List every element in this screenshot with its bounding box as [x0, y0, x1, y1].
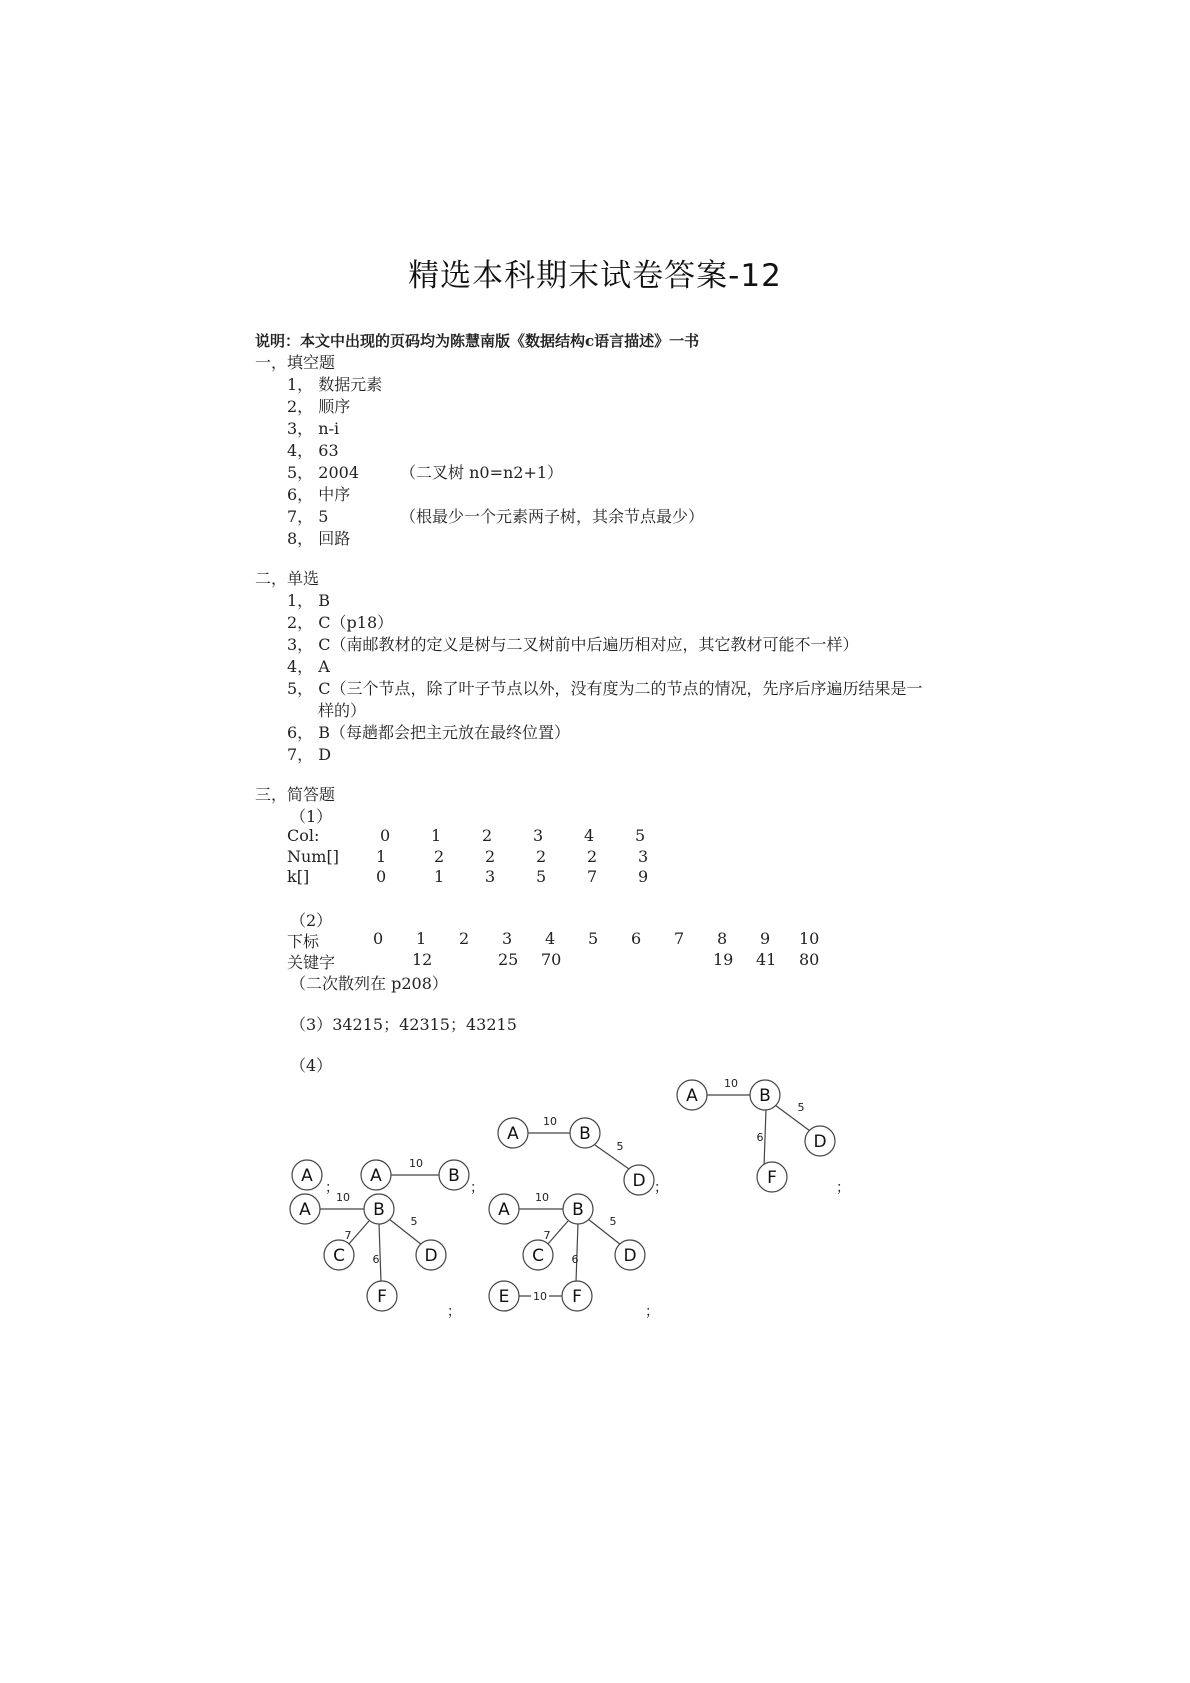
item-answer: 中序: [318, 485, 351, 504]
table-cell: 2: [587, 847, 598, 866]
graph-edges: [320, 1095, 810, 1296]
node-label: D: [813, 1132, 827, 1152]
node-label: A: [301, 1166, 313, 1186]
edge-weight: 5: [616, 1140, 624, 1153]
node-label: A: [686, 1086, 698, 1106]
item-answer: B（每趟都会把主元放在最终位置）: [318, 723, 571, 742]
item-answer: B: [318, 591, 331, 610]
node-label: A: [370, 1166, 382, 1186]
node-label: B: [572, 1200, 584, 1220]
row-header: k[]: [287, 867, 310, 886]
node-label: F: [572, 1287, 582, 1307]
section1-heading: 一，填空题: [255, 353, 336, 372]
edge-weight: 7: [543, 1229, 551, 1242]
node-label: F: [767, 1168, 777, 1188]
source-note: 说明：本文中出现的页码均为陈慧南版《数据结构c语言描述》一书: [255, 332, 700, 350]
item-number: 4，: [287, 441, 314, 460]
question-label: （3）: [290, 1015, 333, 1034]
item-number: 3，: [287, 419, 314, 438]
item-answer: 63: [318, 441, 339, 460]
table-cell: 41: [756, 950, 777, 969]
item-number: 5，: [287, 679, 314, 698]
item-number: 3，: [287, 635, 314, 654]
table-cell: 9: [638, 867, 649, 886]
node-label: B: [759, 1086, 771, 1106]
node-label: D: [424, 1246, 438, 1266]
section3-heading: 三，简答题: [255, 785, 336, 804]
item-answer: C（p18）: [318, 613, 394, 632]
table-cell: 19: [713, 950, 734, 969]
node-label: E: [498, 1287, 510, 1307]
table-cell: 8: [717, 929, 728, 948]
q3-text: 34215；42315；43215: [332, 1015, 517, 1034]
node-label: A: [498, 1200, 510, 1220]
edge-weights: [336, 1077, 805, 1266]
item-comment: （根最少一个元素两子树，其余节点最少）: [400, 507, 705, 526]
row-header: 关键字: [287, 953, 336, 972]
table-cell: 5: [635, 826, 646, 845]
table-cell: 70: [541, 950, 562, 969]
item-answer: 2004: [318, 463, 359, 482]
separator: ；: [654, 1180, 668, 1196]
table-cell: 4: [584, 826, 595, 845]
table-cell: 5: [536, 867, 547, 886]
separator: ；: [645, 1304, 659, 1320]
separator: ；: [836, 1180, 850, 1196]
table-cell: 3: [485, 867, 496, 886]
table-cell: 1: [434, 867, 445, 886]
edge-weight: 6: [571, 1253, 579, 1266]
item-number: 6，: [287, 723, 314, 742]
edge-weight: 10: [543, 1115, 557, 1128]
table-cell: 10: [799, 929, 820, 948]
item-number: 2，: [287, 397, 314, 416]
edge-weight: 10: [533, 1290, 547, 1303]
table-cell: 2: [536, 847, 547, 866]
edge-weight: 10: [336, 1191, 350, 1204]
table-cell: 7: [587, 867, 598, 886]
item-continuation: 样的）: [318, 701, 367, 720]
edge-b-f: [764, 1109, 766, 1167]
table-cell: 5: [588, 929, 599, 948]
table-cell: 2: [485, 847, 496, 866]
node-label: D: [623, 1246, 637, 1266]
item-number: 8，: [287, 529, 314, 548]
table-cell: 1: [376, 847, 387, 866]
item-number: 2，: [287, 613, 314, 632]
table-cell: 3: [638, 847, 649, 866]
node-label: B: [373, 1200, 385, 1220]
edge-b-d: [595, 1145, 629, 1169]
table-cell: 9: [760, 929, 771, 948]
row-header: Col:: [287, 826, 320, 845]
table-cell: 4: [545, 929, 556, 948]
item-answer: 回路: [318, 529, 351, 548]
table-cell: 2: [434, 847, 445, 866]
edge-weight: 5: [410, 1215, 418, 1228]
item-answer: 5: [318, 507, 329, 526]
separator: ；: [470, 1180, 484, 1196]
table-cell: 3: [533, 826, 544, 845]
separator: ；: [325, 1180, 339, 1196]
table-cell: 1: [431, 826, 442, 845]
item-number: 7，: [287, 507, 314, 526]
question-label: （1）: [290, 807, 333, 826]
separator: ；: [447, 1304, 461, 1320]
edge-weight: 5: [797, 1101, 805, 1114]
row-header: Num[]: [287, 847, 339, 866]
item-comment: （二叉树 n0=n2+1）: [400, 463, 564, 482]
edge-weight: 10: [409, 1157, 423, 1170]
item-answer: 顺序: [318, 397, 351, 416]
node-label: B: [448, 1166, 460, 1186]
node-label: F: [377, 1287, 387, 1307]
node-label: C: [532, 1246, 544, 1266]
item-number: 4，: [287, 657, 314, 676]
node-label: A: [507, 1124, 519, 1144]
item-answer: C（三个节点，除了叶子节点以外，没有度为二的节点的情况，先序后序遍历结果是一: [318, 679, 923, 698]
node-label: B: [579, 1124, 591, 1144]
item-number: 1，: [287, 375, 314, 394]
edge-weight: 7: [344, 1229, 352, 1242]
table-cell: 0: [380, 826, 391, 845]
edge-weight: 6: [756, 1131, 764, 1144]
edge-b-d: [775, 1105, 810, 1131]
page-title: 精选本科期末试卷答案-12: [408, 258, 782, 294]
table-cell: 6: [631, 929, 642, 948]
node-label: C: [333, 1246, 345, 1266]
q2-note: （二次散列在 p208）: [290, 974, 448, 993]
edge-weight: 6: [372, 1253, 380, 1266]
item-answer: C（南邮教材的定义是树与二叉树前中后遍历相对应，其它教材可能不一样）: [318, 635, 859, 654]
node-label: A: [299, 1200, 311, 1220]
item-number: 1，: [287, 591, 314, 610]
table-cell: 12: [412, 950, 433, 969]
node-label: D: [632, 1171, 646, 1191]
table-cell: 1: [416, 929, 427, 948]
graph-nodes: [290, 1080, 835, 1311]
item-number: 7，: [287, 745, 314, 764]
edge-weight: 5: [609, 1215, 617, 1228]
item-number: 6，: [287, 485, 314, 504]
table-cell: 2: [459, 929, 470, 948]
edge-weight: 10: [724, 1077, 738, 1090]
table-cell: 3: [502, 929, 513, 948]
table-cell: 0: [376, 867, 387, 886]
table-cell: 25: [498, 950, 519, 969]
item-answer: A: [318, 657, 330, 676]
table-cell: 7: [674, 929, 685, 948]
item-answer: n-i: [318, 419, 340, 438]
table-cell: 2: [482, 826, 493, 845]
item-number: 5，: [287, 463, 314, 482]
question-label: （2）: [290, 911, 333, 930]
question-label: （4）: [290, 1056, 333, 1075]
row-header: 下标: [287, 932, 320, 951]
item-answer: D: [318, 745, 332, 764]
edge-weight: 10: [535, 1191, 549, 1204]
table-cell: 0: [373, 929, 384, 948]
item-answer: 数据元素: [318, 375, 383, 394]
section2-heading: 二，单选: [255, 569, 320, 588]
table-cell: 80: [799, 950, 820, 969]
